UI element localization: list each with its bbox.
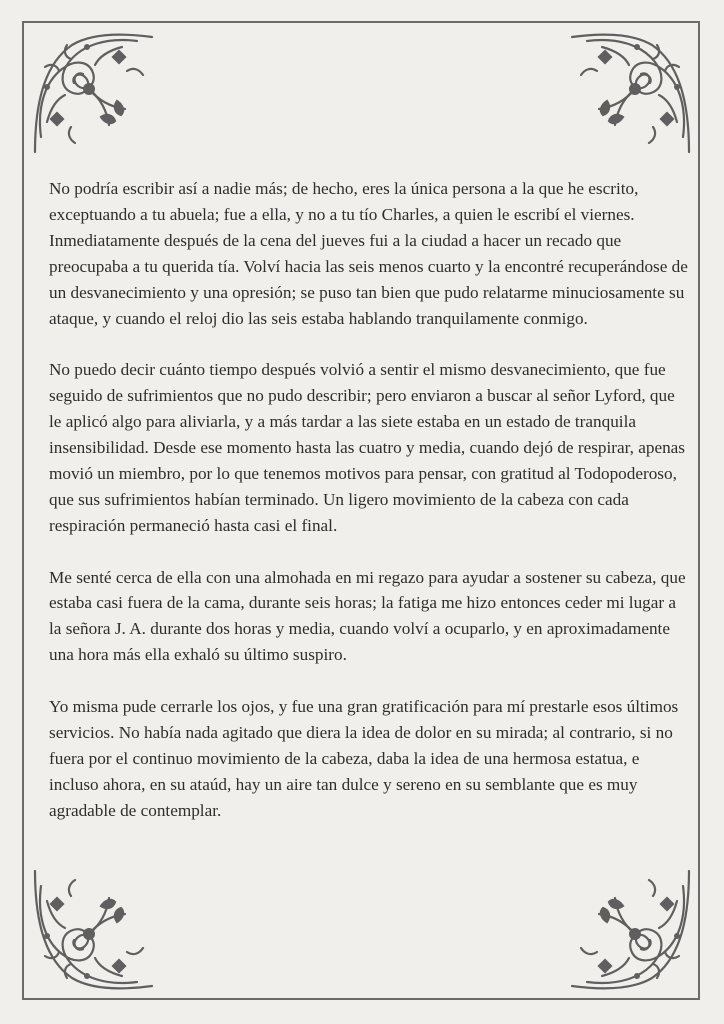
- floral-flourish-icon: [27, 866, 157, 996]
- letter-paragraph: Yo misma pude cerrarle los ojos, y fue una gran gratificación para mí prestarle esos últimos servicios. No había nada agitado que diera la idea de dolor en su mirada; al contrario, si no fuera por el continuo movimiento de la cabeza, daba la idea de una hermosa estatua, e incluso ahora, en su ataúd, hay un aire tan dulce y sereno en su semblante que es muy agradable de contemplar.: [49, 697, 679, 820]
- letter-paragraph: No podría escribir así a nadie más; de hecho, eres la única persona a la que he escrito, exceptuando a tu abuela; fue a ella, y no a tu tío Charles, a quien le escribí el viernes. Inmediatamente después de la cena del jueves fui a la ciudad a hacer un recado que preocupaba a tu querida tía. Volví hacia las seis menos cuarto y la encontré recuperándose de un desvanecimiento y una opresión; se puso tan bien que pudo relatarme minuciosamente su ataque, y cuando el reloj dio las seis estaba hablando tranquilamente conmigo.: [49, 179, 688, 328]
- floral-flourish-icon: [27, 27, 157, 157]
- floral-flourish-icon: [567, 866, 697, 996]
- floral-flourish-icon: [567, 27, 697, 157]
- letter-body: [49, 176, 689, 850]
- letter-paragraph: No puedo decir cuánto tiempo después volvió a sentir el mismo desvanecimiento, que fue seguido de sufrimientos que no pudo describir; pero enviaron a buscar al señor Lyford, que le aplicó algo para aliviarla, y a más tardar a las siete estaba en un estado de tranquila insensibilidad. Desde ese momento hasta las cuatro y media, cuando dejó de respirar, apenas movió un miembro, por lo que tenemos motivos para pensar, con gratitud al Todopoderoso, que sus sufrimientos habían terminado. Un ligero movimiento de la cabeza con cada respiración permaneció hasta casi el final.: [49, 360, 685, 535]
- letter-paragraph: Me senté cerca de ella con una almohada en mi regazo para ayudar a sostener su cabeza, que estaba casi fuera de la cama, durante seis horas; la fatiga me hizo entonces ceder mi lugar a la señora J. A. durante dos horas y media, cuando volví a ocuparlo, y en aproximadamente una hora más ella exhaló su último suspiro.: [49, 567, 686, 665]
